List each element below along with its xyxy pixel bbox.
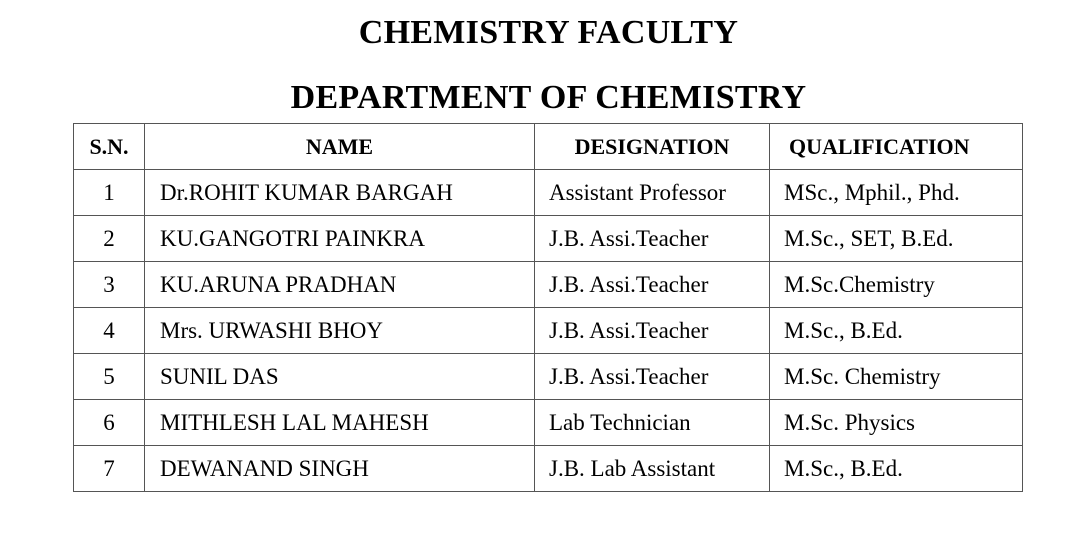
cell-sn: 5 [74, 354, 145, 400]
cell-designation: J.B. Assi.Teacher [535, 216, 770, 262]
department-subtitle: DEPARTMENT OF CHEMISTRY [290, 79, 807, 116]
cell-sn: 2 [74, 216, 145, 262]
page-title: CHEMISTRY FACULTY [358, 14, 739, 51]
cell-qualification: MSc., Mphil., Phd. [770, 170, 1023, 216]
table-row [74, 308, 1023, 354]
table-row [74, 170, 1023, 216]
header-name: NAME [145, 124, 535, 170]
cell-name: SUNIL DAS [145, 354, 535, 400]
cell-designation: Assistant Professor [535, 170, 770, 216]
cell-sn: 1 [74, 170, 145, 216]
cell-sn: 7 [74, 446, 145, 492]
cell-sn: 3 [74, 262, 145, 308]
cell-designation: J.B. Assi.Teacher [535, 262, 770, 308]
cell-designation: J.B. Lab Assistant [535, 446, 770, 492]
cell-name: MITHLESH LAL MAHESH [145, 400, 535, 446]
faculty-table [73, 123, 1023, 492]
cell-name: DEWANAND SINGH [145, 446, 535, 492]
cell-designation: J.B. Assi.Teacher [535, 308, 770, 354]
cell-qualification: M.Sc., SET, B.Ed. [770, 216, 1023, 262]
table-header-row [74, 124, 1023, 170]
cell-name: KU.GANGOTRI PAINKRA [145, 216, 535, 262]
cell-qualification: M.Sc.Chemistry [770, 262, 1023, 308]
table-row [74, 354, 1023, 400]
cell-name: Dr.ROHIT KUMAR BARGAH [145, 170, 535, 216]
cell-name: Mrs. URWASHI BHOY [145, 308, 535, 354]
cell-qualification: M.Sc. Chemistry [770, 354, 1023, 400]
header-sn: S.N. [74, 124, 145, 170]
table-row [74, 262, 1023, 308]
table-row [74, 216, 1023, 262]
cell-qualification: M.Sc., B.Ed. [770, 446, 1023, 492]
cell-qualification: M.Sc., B.Ed. [770, 308, 1023, 354]
header-qualification: QUALIFICATION [770, 124, 1023, 170]
cell-qualification: M.Sc. Physics [770, 400, 1023, 446]
table-row [74, 446, 1023, 492]
cell-sn: 4 [74, 308, 145, 354]
table-row [74, 400, 1023, 446]
cell-sn: 6 [74, 400, 145, 446]
cell-designation: Lab Technician [535, 400, 770, 446]
cell-designation: J.B. Assi.Teacher [535, 354, 770, 400]
cell-name: KU.ARUNA PRADHAN [145, 262, 535, 308]
header-designation: DESIGNATION [535, 124, 770, 170]
